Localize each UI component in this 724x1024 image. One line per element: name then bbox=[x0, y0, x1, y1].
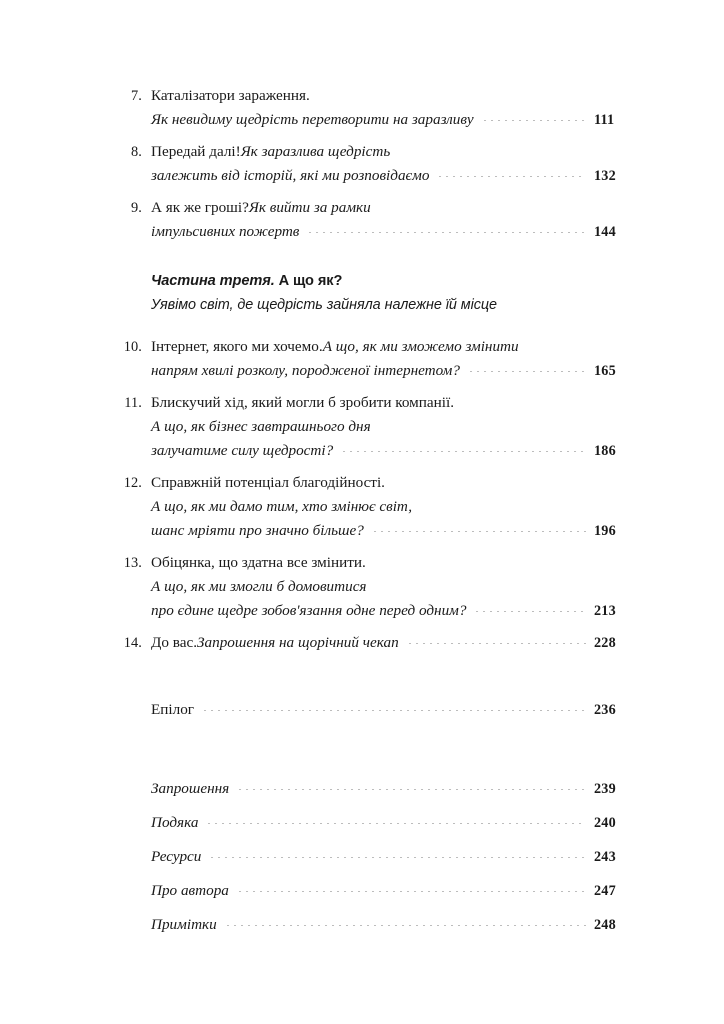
toc-entry[interactable] bbox=[112, 631, 640, 655]
toc-line bbox=[151, 220, 640, 244]
back-matter-section bbox=[151, 772, 640, 942]
back-matter-label: Ресурси bbox=[151, 848, 202, 865]
toc-entry[interactable] bbox=[112, 335, 640, 383]
toc-line bbox=[151, 335, 640, 359]
chapter-title-roman: До вас. bbox=[151, 634, 197, 651]
chapter-body bbox=[151, 471, 640, 543]
page-number: 213 bbox=[594, 603, 616, 619]
chapter-number: 9. bbox=[131, 200, 142, 216]
toc-entry[interactable] bbox=[151, 693, 640, 727]
dot-leader bbox=[484, 120, 586, 121]
chapter-title-roman: Обіцянка, що здатна все змінити. bbox=[151, 554, 366, 571]
dot-leader bbox=[374, 531, 586, 532]
chapter-number: 8. bbox=[131, 144, 142, 160]
page-number: 239 bbox=[594, 781, 616, 797]
dot-leader bbox=[239, 891, 586, 892]
page-number: 144 bbox=[594, 224, 616, 240]
toc-entry[interactable] bbox=[112, 391, 640, 463]
page-number: 111 bbox=[594, 112, 615, 128]
dot-leader bbox=[470, 371, 586, 372]
chapter-title-roman: Інтернет, якого ми хочемо. bbox=[151, 338, 323, 355]
toc-line bbox=[151, 599, 640, 623]
chapter-title-roman: Справжній потенціал благодійності. bbox=[151, 474, 385, 491]
chapter-number: 14. bbox=[123, 635, 142, 651]
dot-leader bbox=[239, 789, 586, 790]
toc-line bbox=[151, 495, 640, 519]
chapter-title-roman: Каталізатори зараження. bbox=[151, 87, 310, 104]
chapter-subtitle-italic: імпульсивних пожертв bbox=[151, 223, 300, 240]
chapter-title-roman: А як же гроші? bbox=[151, 199, 249, 216]
page-number: 243 bbox=[594, 849, 616, 865]
toc-line bbox=[151, 84, 640, 108]
back-matter-label: Примітки bbox=[151, 916, 217, 933]
page-number: 247 bbox=[594, 883, 616, 899]
chapter-body bbox=[151, 391, 640, 463]
back-matter-label: Запрошення bbox=[151, 780, 230, 797]
chapter-number: 11. bbox=[124, 395, 142, 411]
chapter-subtitle-italic: А що, як ми дамо тим, хто змінює світ, bbox=[151, 498, 413, 515]
back-matter-label: Про автора bbox=[151, 882, 229, 899]
toc-entry[interactable] bbox=[151, 772, 640, 806]
chapter-title-italic: Як заразлива щедрість bbox=[240, 143, 391, 160]
page-number: 132 bbox=[594, 168, 616, 184]
toc-entry[interactable] bbox=[112, 471, 640, 543]
chapter-subtitle-italic: про єдине щедре зобов'язання одне перед одним? bbox=[151, 602, 467, 619]
dot-leader bbox=[343, 451, 586, 452]
chapter-body bbox=[151, 196, 640, 244]
chapter-subtitle-italic: А що, як бізнес завтрашнього дня bbox=[151, 418, 371, 435]
chapter-body bbox=[151, 631, 640, 655]
chapter-title-italic: А що, як ми зможемо змінити bbox=[322, 338, 519, 355]
toc-entry[interactable] bbox=[151, 806, 640, 840]
dot-leader bbox=[309, 232, 586, 233]
dot-leader bbox=[211, 857, 586, 858]
toc-entry[interactable] bbox=[151, 840, 640, 874]
page-number: 248 bbox=[594, 917, 616, 933]
chapter-title-italic: Запрошення на щорічний чекап bbox=[197, 634, 399, 651]
dot-leader bbox=[208, 823, 586, 824]
part-title-label: Частина третя. bbox=[151, 273, 275, 289]
toc-line bbox=[151, 575, 640, 599]
chapter-subtitle-italic: Як невидиму щедрість перетворити на заразливу bbox=[151, 111, 474, 128]
chapter-body bbox=[151, 84, 640, 132]
toc-line bbox=[151, 140, 640, 164]
chapter-subtitle-italic: залучатиме силу щедрості? bbox=[151, 442, 334, 459]
dot-leader bbox=[227, 925, 586, 926]
chapter-list-part-two-tail bbox=[112, 84, 640, 244]
chapter-subtitle-italic: напрям хвилі розколу, породженої інтернетом? bbox=[151, 362, 460, 379]
chapter-number: 13. bbox=[123, 555, 142, 571]
toc-line bbox=[151, 439, 640, 463]
toc-line bbox=[151, 359, 640, 383]
chapter-body bbox=[151, 140, 640, 188]
chapter-subtitle-italic: А що, як ми змогли б домовитися bbox=[151, 578, 367, 595]
page-number: 236 bbox=[594, 702, 616, 718]
chapter-title-roman: Блискучий хід, який могли б зробити компанії. bbox=[151, 394, 455, 411]
epilogue-section bbox=[151, 693, 640, 727]
dot-leader bbox=[439, 176, 586, 177]
back-matter-label: Подяка bbox=[151, 814, 199, 831]
chapter-title-italic: Як вийти за рамки bbox=[248, 199, 371, 216]
page-number: 196 bbox=[594, 523, 616, 539]
toc-entry[interactable] bbox=[151, 874, 640, 908]
toc-line bbox=[151, 108, 640, 132]
chapter-number: 12. bbox=[123, 475, 142, 491]
dot-leader bbox=[204, 710, 586, 711]
toc-line bbox=[151, 196, 640, 220]
toc-entry[interactable] bbox=[151, 908, 640, 942]
dot-leader bbox=[476, 611, 586, 612]
toc-line bbox=[151, 551, 640, 575]
toc-entry[interactable] bbox=[112, 551, 640, 623]
toc-entry[interactable] bbox=[112, 84, 640, 132]
chapter-subtitle-italic: шанс мріяти про значно більше? bbox=[151, 522, 364, 539]
toc-entry[interactable] bbox=[112, 196, 640, 244]
page-number: 240 bbox=[594, 815, 616, 831]
toc-line bbox=[151, 471, 640, 495]
dot-leader bbox=[409, 643, 586, 644]
page-number: 186 bbox=[594, 443, 616, 459]
epilogue-label: Епілог bbox=[151, 701, 195, 718]
chapter-body bbox=[151, 335, 640, 383]
part-title bbox=[151, 270, 640, 293]
part-subtitle: Уявімо світ, де щедрість зайняла належне їй місце bbox=[151, 297, 498, 313]
chapter-list-part-three bbox=[112, 335, 640, 655]
part-heading-block bbox=[151, 270, 640, 317]
chapter-title-roman: Передай далі! bbox=[151, 143, 241, 160]
toc-entry[interactable] bbox=[112, 140, 640, 188]
page-number: 228 bbox=[594, 635, 616, 651]
chapter-body bbox=[151, 551, 640, 623]
chapter-number: 7. bbox=[131, 88, 142, 104]
toc-line bbox=[151, 415, 640, 439]
page-number: 165 bbox=[594, 363, 616, 379]
toc-line bbox=[151, 391, 640, 415]
chapter-number: 10. bbox=[123, 339, 142, 355]
chapter-subtitle-italic: залежить від історій, які ми розповідаємо bbox=[151, 167, 430, 184]
toc-line bbox=[151, 631, 640, 655]
toc-line bbox=[151, 164, 640, 188]
toc-line bbox=[151, 519, 640, 543]
part-title-question: А що як? bbox=[274, 273, 343, 289]
